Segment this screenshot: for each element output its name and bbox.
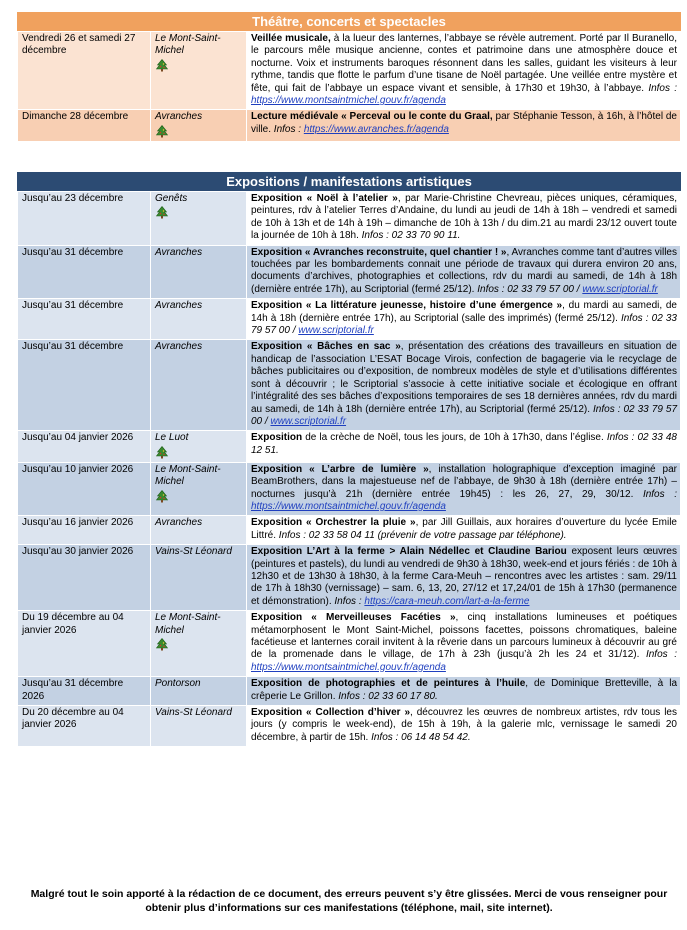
event-info: Infos : 02 33 79 57 00 / <box>251 312 677 337</box>
event-date: Jusqu’au 23 décembre <box>18 192 151 246</box>
event-date: Jusqu’au 31 décembre <box>18 245 151 299</box>
event-description <box>247 192 681 246</box>
event-location: Vains-St Léonard <box>155 707 232 719</box>
christmas-tree-icon <box>155 59 169 73</box>
event-text: de la crèche de Noël, tous les jours, de 10h à 17h30, dans l’église. <box>302 432 607 444</box>
event-location: Avranches <box>155 341 203 353</box>
event-text: , installation holographique d’exception imaginé par BeamBrothers, dans la majestueuse nef de l’abbaye, de 9h30 à 18h (dernière entrée 17h) – nocturnes jusqu’à 21h (dernière entrée 19h45) : les 26, 27, 29, 30/12. <box>251 463 677 500</box>
event-location: Le Mont-Saint-Michel <box>155 33 221 57</box>
event-text: par Stéphanie Tesson, à 16h, à l’hôtel de ville. <box>251 111 677 135</box>
event-info: Infos : 02 33 60 17 80. <box>338 690 438 702</box>
event-location: Vains-St Léonard <box>155 546 232 558</box>
event-location-cell <box>151 545 247 611</box>
event-location: Le Mont-Saint-Michel <box>155 463 221 488</box>
theatre-table <box>17 31 681 142</box>
event-title: Exposition « Merveilleuses Facéties » <box>251 612 456 624</box>
event-location: Avranches <box>155 300 203 312</box>
event-info: Infos : 02 33 79 57 00 / <box>251 403 678 427</box>
event-row <box>18 545 681 611</box>
event-row <box>18 192 681 246</box>
event-location-cell <box>151 677 247 706</box>
event-text: , de Dominique Bretteville, à la crêperie Le Grillon. <box>251 678 678 702</box>
event-date: Jusqu’au 30 janvier 2026 <box>18 545 151 611</box>
expos-section <box>17 172 681 747</box>
event-info: Infos : <box>273 123 304 135</box>
event-location-cell <box>151 299 247 340</box>
event-title: Exposition « Orchestrer la pluie » <box>251 517 416 529</box>
event-text: , présentation des créations des travailleurs en situation de handicap de l’association L’ESAT Bocage Virois, confection de bagagerie via le recyclage de bâches publicitaires ou d’exposition, de nombreux modèles de style et d’utilisations différentes sont à découvrir ; le Scriptorial s’associe à cette initiative sociale et écologique en offrant l’intégralité des ses bâches d’expositions temporaires de ses 18 dernières années, rdv du mardi au samedi, de 14h à 18h (dernière entrée 17h), au Scriptorial (fermé 25/12). <box>251 341 677 415</box>
disclaimer-footer: Malgré tout le soin apporté à la rédaction de ce document, des erreurs peuvent s’y être glissées. Merci de vous renseigner pour obtenir plus d’informations sur ces manifestations (téléphone, mail, site internet). <box>30 888 668 914</box>
event-row <box>18 516 681 545</box>
event-info: Infos : 02 33 79 57 00 / <box>477 283 583 295</box>
event-description <box>247 677 681 706</box>
event-title: Exposition « La littérature jeunesse, histoire d’une émergence » <box>251 300 563 312</box>
event-text: , Avranches comme tant d’autres villes touchées par les bombardements connait une période de travaux qui durera environ 20 ans, documents d’archives, photographies et collections, rdv du mardi au samedi, de 14h à 18h (dernière entrée 17h), au Scriptorial (fermé 25/12). <box>251 246 677 295</box>
event-location-cell <box>151 611 247 677</box>
event-date: Du 19 décembre au 04 janvier 2026 <box>18 611 151 677</box>
event-title: Exposition « Noël à l’atelier » <box>251 193 398 204</box>
event-date: Jusqu’au 16 janvier 2026 <box>18 516 151 545</box>
event-title: Exposition « Bâches en sac » <box>251 341 401 353</box>
event-text: , par Jill Guillais, aux horaires d’ouverture du lycée Emile Littré. <box>251 517 677 541</box>
event-info: Infos : <box>642 488 677 500</box>
event-location-cell <box>151 110 247 141</box>
event-location-cell <box>151 192 247 246</box>
event-link[interactable]: https://cara-meuh.com/lart-a-la-ferme <box>364 595 530 607</box>
event-location-cell <box>151 706 247 747</box>
event-row <box>18 677 681 706</box>
event-location: Avranches <box>155 517 203 529</box>
event-date: Jusqu’au 04 janvier 2026 <box>18 431 151 462</box>
event-link[interactable]: https://www.montsaintmichel.gouv.fr/agenda <box>251 95 446 107</box>
event-info: Infos : 06 14 48 54 42. <box>371 731 471 743</box>
theatre-section <box>17 12 681 142</box>
event-description <box>247 431 681 462</box>
event-date: Jusqu’au 31 décembre <box>18 299 151 340</box>
event-location: Avranches <box>155 246 203 258</box>
event-title: Exposition de photographies et de peintures à l’huile <box>251 678 526 690</box>
event-location: Le Luot <box>155 432 189 444</box>
event-row <box>18 611 681 677</box>
event-row <box>18 110 681 141</box>
event-row <box>18 340 681 431</box>
event-date: Vendredi 26 et samedi 27 décembre <box>18 32 151 110</box>
event-description <box>247 611 681 677</box>
expos-table <box>17 191 681 747</box>
event-title: Exposition « Collection d’hiver » <box>251 707 411 719</box>
event-location-cell <box>151 431 247 462</box>
event-date: Jusqu’au 10 janvier 2026 <box>18 462 151 516</box>
event-title: Exposition « Avranches reconstruite, quel chantier ! » <box>251 246 507 258</box>
event-date: Du 20 décembre au 04 janvier 2026 <box>18 706 151 747</box>
event-info: Infos : 02 33 58 04 11 (prévenir de votre passage par téléphone). <box>278 529 567 541</box>
event-description <box>247 706 681 747</box>
event-row <box>18 32 681 110</box>
christmas-tree-icon <box>155 446 169 460</box>
event-location: Genêts <box>155 193 188 204</box>
event-text: , du mardi au samedi, de 14h à 18h (dernière entrée 17h), au Scriptorial (salle des imprimés) (fermé 25/12). <box>251 300 677 324</box>
event-link[interactable]: https://www.montsaintmichel.gouv.fr/agenda <box>251 661 446 673</box>
event-text: , par Marie-Christine Chevreau, pièces uniques, céramiques, peintures, rdv à l’atelier Terres d’Andaine, du lundi au jeudi de 14h à 18h – vendredi et samedi de 10h à 13h et de 14h à 19h – dimanche de 10h à 13h / du dim.21 au mardi 23/12 ouvert toute la journée de 10h à 18h. <box>251 193 677 242</box>
event-info: Infos : 02 33 48 12 51. <box>251 432 677 456</box>
event-link[interactable]: www.scriptorial.fr <box>270 415 347 427</box>
event-location-cell <box>151 462 247 516</box>
event-row <box>18 462 681 516</box>
event-description <box>247 516 681 545</box>
event-link[interactable]: https://www.avranches.fr/agenda <box>303 123 449 135</box>
event-link[interactable]: https://www.montsaintmichel.gouv.fr/agenda <box>251 500 446 512</box>
event-location: Le Mont-Saint-Michel <box>155 612 221 636</box>
event-text: à la lueur des lanternes, l’abbaye se révèle autrement. Porté par Il Buranello, le parcours mêle musique ancienne, contes et patrimoine dans une atmosphère douce et nocturne. Voix et instruments baroques résonnent dans les salles, guidant les visiteurs à leur rythme, tandis que flotte le parfum d’une tisane de Noël partagée. Une veillée entre mystère et fête, qui fait de l’abbaye un espace vivant et sensible, à 17h30 et 19h30, à l’abbaye. <box>251 33 677 94</box>
event-text: , cinq installations lumineuses et poétiques métamorphosent le Mont Saint-Michel, poissons facettes, poissons chromatiques, baleine facétieuse et lanternes corail invitent à la rêverie dans un parcours lumineux à découvrir au gré de la promenade dans le village, de 17h à 23h (jusqu’à 2h les 24 et 31/12). <box>251 612 677 661</box>
event-location: Avranches <box>155 111 203 123</box>
event-title: Exposition L’Art à la ferme > Alain Nédellec et Claudine Bariou <box>251 546 567 558</box>
event-info: Infos : <box>645 649 677 661</box>
event-title: Exposition « L’arbre de lumière » <box>251 463 429 475</box>
christmas-tree-icon <box>155 206 169 220</box>
event-row <box>18 706 681 747</box>
event-description <box>247 32 681 110</box>
event-row <box>18 245 681 299</box>
christmas-tree-icon <box>155 490 169 504</box>
event-title: Lecture médiévale « Perceval ou le conte du Graal, <box>251 111 493 123</box>
event-title: Veillée musicale, <box>251 33 331 44</box>
event-date: Jusqu’au 31 décembre 2026 <box>18 677 151 706</box>
christmas-tree-icon <box>155 125 169 139</box>
event-description <box>247 462 681 516</box>
event-description <box>247 110 681 141</box>
event-description <box>247 299 681 340</box>
event-row <box>18 299 681 340</box>
event-date: Jusqu’au 31 décembre <box>18 340 151 431</box>
event-row <box>18 431 681 462</box>
event-location-cell <box>151 245 247 299</box>
event-location-cell <box>151 32 247 110</box>
event-description <box>247 340 681 431</box>
event-date: Dimanche 28 décembre <box>18 110 151 141</box>
event-info: Infos : <box>648 82 677 94</box>
event-text: , découvrez les œuvres de nombreux artistes, rdv tous les jours (y compris le week-end), de 15h à 19h, à la galerie mlc, vernissage le samedi 20 décembre, à partir de 15h. <box>251 707 677 743</box>
event-link[interactable]: www.scriptorial.fr <box>298 325 374 337</box>
expos-header: Expositions / manifestations artistiques <box>17 172 681 191</box>
event-text: exposent leurs œuvres (peintures et pastels), du lundi au vendredi de 9h30 à 18h30, week-end et jours fériés : de 10h à 12h30 et de 13h30 à 18h30, à la ferme Cara-Meuh – rencontres avec les artistes : sam. 29/11 de 17h à 18h30 (vernissage) – sam. 6, 13, 20, 27/12 et 17,24/01 de 15h à 17h30 (permanence et démonstration). <box>251 546 677 607</box>
event-link[interactable]: www.scriptorial.fr <box>582 283 658 295</box>
event-description <box>247 545 681 611</box>
event-info: Infos : <box>334 595 365 607</box>
christmas-tree-icon <box>155 638 169 652</box>
event-location: Pontorson <box>155 678 201 690</box>
event-location-cell <box>151 340 247 431</box>
event-title: Exposition <box>251 432 303 444</box>
event-info: Infos : 02 33 70 90 11. <box>361 230 461 242</box>
event-description <box>247 245 681 299</box>
event-location-cell <box>151 516 247 545</box>
theatre-header: Théâtre, concerts et spectacles <box>17 12 681 31</box>
